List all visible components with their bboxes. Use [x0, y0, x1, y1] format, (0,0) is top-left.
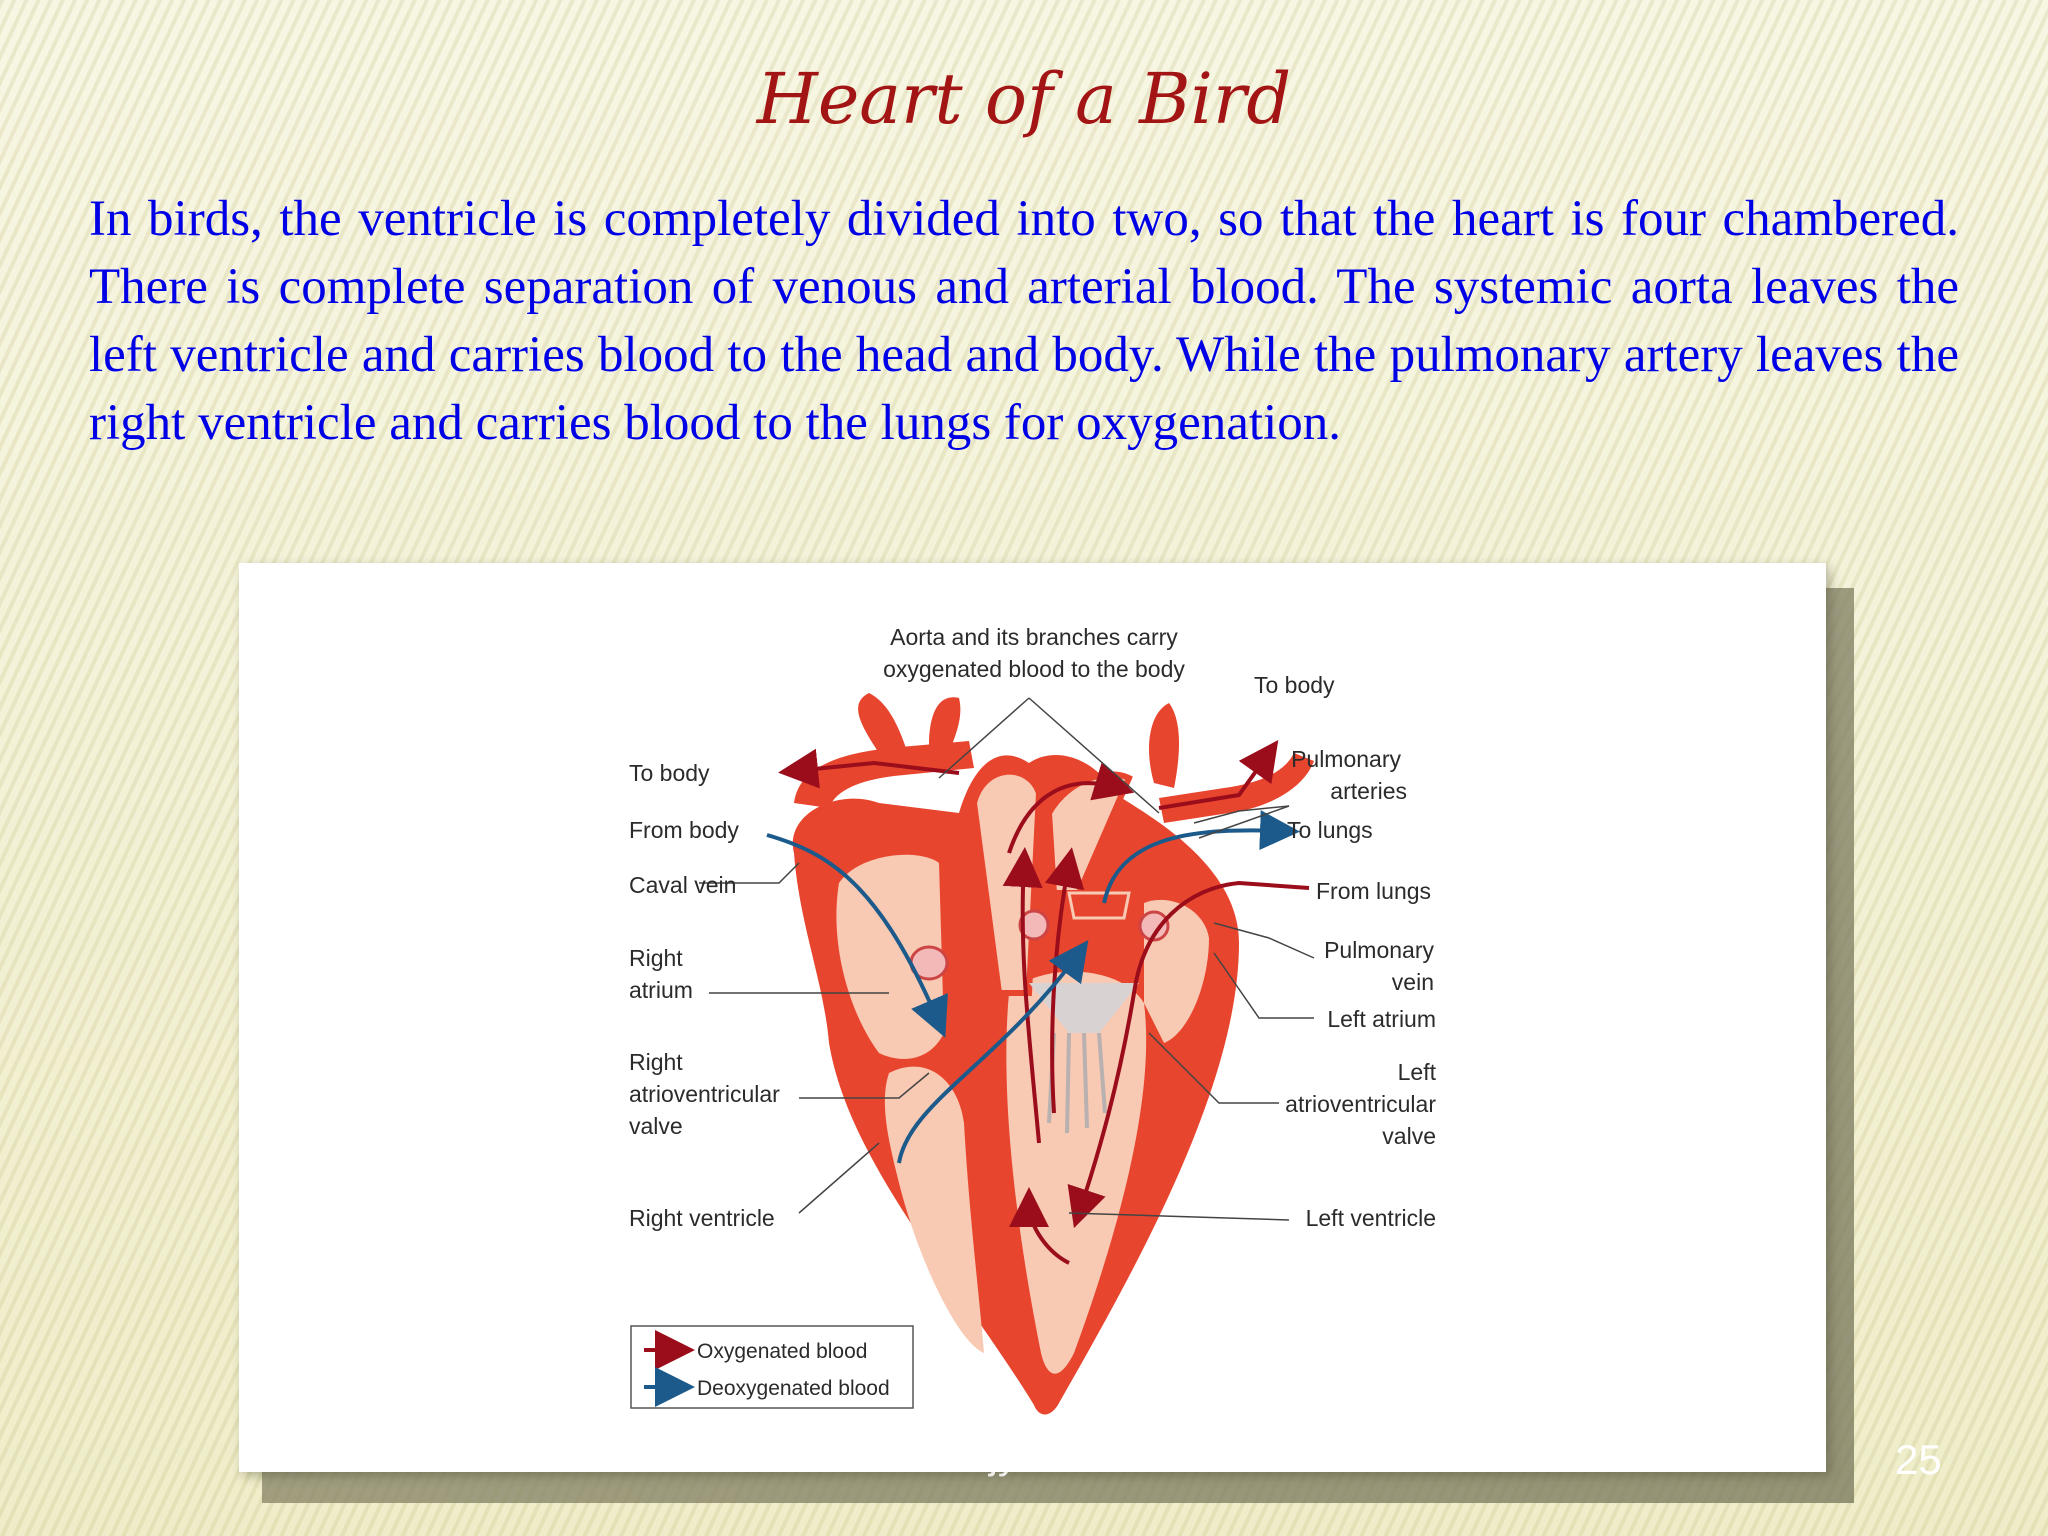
page-number: 25: [1895, 1436, 1942, 1483]
carotid-branch-3: [1149, 703, 1179, 788]
slide-title: Heart of a Bird: [756, 58, 1292, 140]
label-pulmonary-arteries-1: Pulmonary: [1291, 746, 1401, 772]
label-caval-vein: Caval vein: [629, 872, 737, 898]
label-left-ventricle: Left ventricle: [1305, 1205, 1436, 1231]
legend-deoxygenated-label: Deoxygenated blood: [697, 1377, 890, 1400]
label-from-lungs: From lungs: [1316, 878, 1432, 904]
legend: [631, 1326, 913, 1408]
label-from-body: From body: [629, 817, 739, 843]
footer-author: Pranabjyoti Das: [860, 1433, 1143, 1477]
carotid-branch-2: [929, 697, 960, 748]
label-pulmonary-vein-1: Pulmonary: [1324, 937, 1434, 963]
label-to-body-right: To body: [1254, 672, 1335, 698]
legend-oxygenated-label: Oxygenated blood: [697, 1340, 868, 1363]
label-aorta-line1: Aorta and its branches carry: [890, 624, 1178, 650]
carotid-branch-1: [858, 693, 907, 753]
label-pulmonary-vein-2: vein: [1391, 969, 1434, 995]
label-left-av-3: valve: [1382, 1123, 1436, 1149]
bird-heart-diagram: [239, 563, 1826, 1472]
label-right-av-2: atrioventricular: [629, 1081, 780, 1107]
label-aorta-line2: oxygenated blood to the body: [883, 656, 1185, 682]
label-right-atrium-1: Right: [629, 945, 683, 971]
label-pulmonary-arteries-2: arteries: [1330, 778, 1407, 804]
label-left-av-1: Left: [1397, 1059, 1436, 1085]
bird-heart-figure: [239, 563, 1826, 1472]
slide-body-text: In birds, the ventricle is completely divided into two, so that the heart is four chambered. There is complete separation of venous and arterial blood. The systemic aorta leaves the left ventricle and carries blood to the head and body. While the pulmonary artery leaves the right ventricle and carries blood to the lungs for oxygenation.: [89, 191, 1959, 451]
label-to-body-left: To body: [629, 760, 710, 786]
label-left-av-2: atrioventricular: [1285, 1091, 1436, 1117]
label-right-atrium-2: atrium: [629, 977, 693, 1003]
label-right-av-1: Right: [629, 1049, 683, 1075]
pulmonary-valve: [1069, 893, 1129, 918]
label-to-lungs: To lungs: [1287, 817, 1373, 843]
label-right-ventricle: Right ventricle: [629, 1205, 775, 1231]
label-left-atrium: Left atrium: [1327, 1006, 1436, 1032]
label-right-av-3: valve: [629, 1113, 683, 1139]
